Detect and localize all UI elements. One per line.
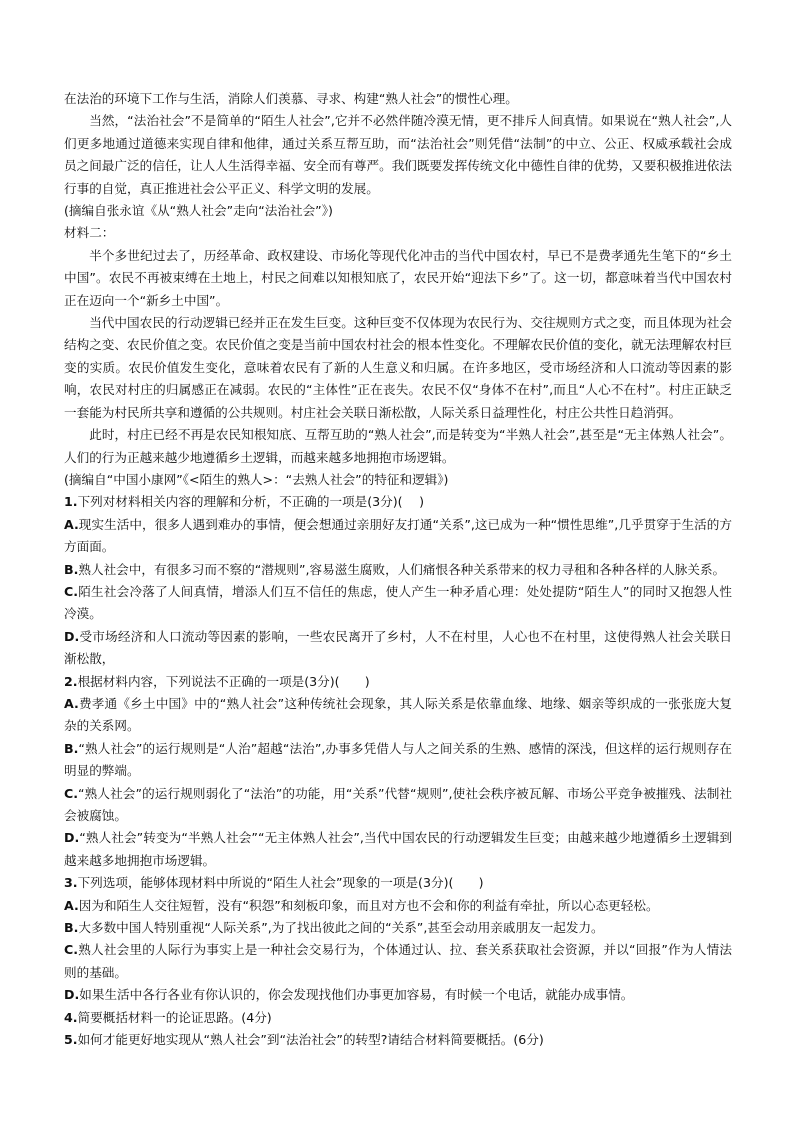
option-label: D. [64,987,80,1003]
question-3 [64,872,732,894]
option-text: 如果生活中各行各业有你认识的，你会发现找他们办事更加容易，有时候一个电话，就能办成事情。 [79,987,634,1003]
option-label: B. [64,920,79,936]
q2-option-d [64,827,732,872]
option-text: 现实生活中，很多人遇到难办的事情，便会想通过亲朋好友打通“关系”,这已成为一种“惯性思维”,几乎贯穿于生活的方方面面。 [64,516,732,555]
question-stem: 下列对材料相关内容的理解和分析，不正确的一项是(3分)( ) [77,494,425,510]
source-citation-1: (摘编自张永谊《从“熟人社会”走向“法治社会”》) [64,203,333,219]
option-label: B. [64,561,79,577]
q3-option-c [64,939,732,984]
q3-option-d [64,984,732,1006]
option-label: A. [64,695,79,711]
question-stem: 简要概括材料一的论证思路。(4分) [77,1009,272,1025]
paragraph-5: 此时，村庄已经不再是农民知根知底、互帮互助的“熟人社会”,而是转变为“半熟人社会”,甚至是“无主体熟人社会”。人们的行为正越来越少地遵循乡土逻辑，而越来越多地拥抱市场逻辑。 [64,427,732,465]
option-text: “熟人社会”的运行规则弱化了“法治”的功能，用“关系”代替“规则”,使社会秩序被瓦解、市场公平竞争被摧残、法制社会被腐蚀。 [64,785,732,823]
question-stem: 如何才能更好地实现从“熟人社会”到“法治社会”的转型?请结合材料简要概括。(6分) [77,1032,544,1048]
question-number: 4. [64,1009,78,1025]
option-text: “熟人社会”转变为“半熟人社会”“无主体熟人社会”,当代中国农民的行动逻辑发生巨变；由越来越少地遵循乡土逻辑到越来越多地拥抱市场逻辑。 [64,830,732,868]
q1-option-b [64,559,732,581]
question-5 [64,1029,732,1051]
option-text: “熟人社会”的运行规则是“人治”超越“法治”,办事多凭借人与人之间关系的生熟、感情的深浅，但这样的运行规则存在明显的弊端。 [64,740,732,779]
paragraph-4: 当代中国农民的行动逻辑已经并正在发生巨变。这种巨变不仅体现为农民行为、交往规则方式之变，而且体现为社会结构之变、农民价值之变。农民价值之变是当前中国农村社会的根本性变化。不理解农民价值的变化，就无法理解农村巨变的实质。农民价值发生变化，意味着农民有了新的人生意义和归属。在许多地区，受市场经济和人口流动等因素的影响，农民对村庄的归属感正在减弱。农民的“主体性”正在丧失。农民不仅“身体不在村”,而且“人心不在村”。村庄正缺乏一套能为村民所共享和遵循的公共规则。村庄社会关联日渐松散，人际关系日益理性化，村庄公共性日趋消弭。 [64,315,732,420]
option-text: 大多数中国人特别重视“人际关系”,为了找出彼此之间的“关系”,甚至会动用亲戚朋友一起发力。 [78,920,604,936]
question-1 [64,491,732,513]
question-stem: 根据材料内容，下列说法不正确的一项是(3分)( ) [77,673,370,689]
option-label: C. [64,583,79,599]
option-label: A. [64,516,79,532]
option-label: C. [64,942,79,958]
question-4 [64,1007,732,1029]
option-text: 因为和陌生人交往短暂，没有“积怨”和刻板印象，而且对方也不会和你的利益有牵扯，所以心态更轻松。 [78,897,659,913]
option-text: 熟人社会里的人际行为事实上是一种社会交易行为，个体通过认、拉、套关系获取社会资源，并以“回报”作为人情法则的基础。 [64,942,732,980]
question-2 [64,671,732,693]
option-label: B. [64,740,79,756]
q3-option-a [64,895,732,917]
q1-option-c [64,581,732,626]
question-stem: 下列选项，能够体现材料中所说的“陌生人社会”现象的一项是(3分)( ) [77,875,484,891]
option-label: D. [64,830,80,846]
question-number: 1. [64,494,78,510]
option-label: A. [64,897,79,913]
option-text: 费孝通《乡土中国》中的“熟人社会”这种传统社会现象，其人际关系是依靠血缘、地缘、姻亲等织成的一张张庞大复杂的关系网。 [64,695,732,734]
material-2-label: 材料二： [64,225,115,241]
question-number: 3. [64,875,78,891]
option-text: 受市场经济和人口流动等因素的影响，一些农民离开了乡村，人不在村里，人心也不在村里，这使得熟人社会关联日渐松散， [64,628,732,667]
question-number: 5. [64,1032,78,1048]
q1-option-d [64,626,732,671]
q1-option-a [64,514,732,559]
q2-option-c [64,783,732,828]
q2-option-a [64,693,732,738]
paragraph-2: 当然，“法治社会”不是简单的“陌生人社会”,它并不必然伴随冷漠无情，更不排斥人间真情。如果说在“熟人社会”,人们更多地通过道德来实现自律和他律，通过关系互帮互助，而“法治社会”则凭借“法制”的中立、公正、权威承载社会成员之间最广泛的信任，让人人生活得幸福、安全而有尊严。我们既要发挥传统文化中德性自律的优势，又要积极推进依法行事的自觉，真正推进社会公平正义、科学文明的发展。 [64,113,732,196]
option-text: 陌生社会冷落了人间真情，增添人们互不信任的焦虑，使人产生一种矛盾心理：处处提防“陌生人”的同时又抱怨人性冷漠。 [64,583,732,622]
option-label: D. [64,628,80,644]
q3-option-b [64,917,732,939]
paragraph-3: 半个多世纪过去了，历经革命、政权建设、市场化等现代化冲击的当代中国农村，早已不是费孝通先生笔下的“乡土中国”。农民不再被束缚在土地上，村民之间难以知根知底了，农民开始“迎法下乡”了。这一切，都意味着当代中国农村正在迈向一个“新乡土中国”。 [64,247,732,308]
source-citation-2: (摘编自“中国小康网”《<陌生的熟人>：“去熟人社会”的特征和逻辑》) [64,471,449,487]
option-label: C. [64,785,79,801]
question-number: 2. [64,673,78,689]
q2-option-b [64,738,732,783]
document-page [64,88,732,1051]
option-text: 熟人社会中，有很多习而不察的“潜规则”,容易滋生腐败，人们痛恨各种关系带来的权力寻租和各种各样的人脉关系。 [78,561,726,577]
paragraph-1: 在法治的环境下工作与生活，消除人们羡慕、寻求、构建“熟人社会”的惯性心理。 [64,91,518,106]
